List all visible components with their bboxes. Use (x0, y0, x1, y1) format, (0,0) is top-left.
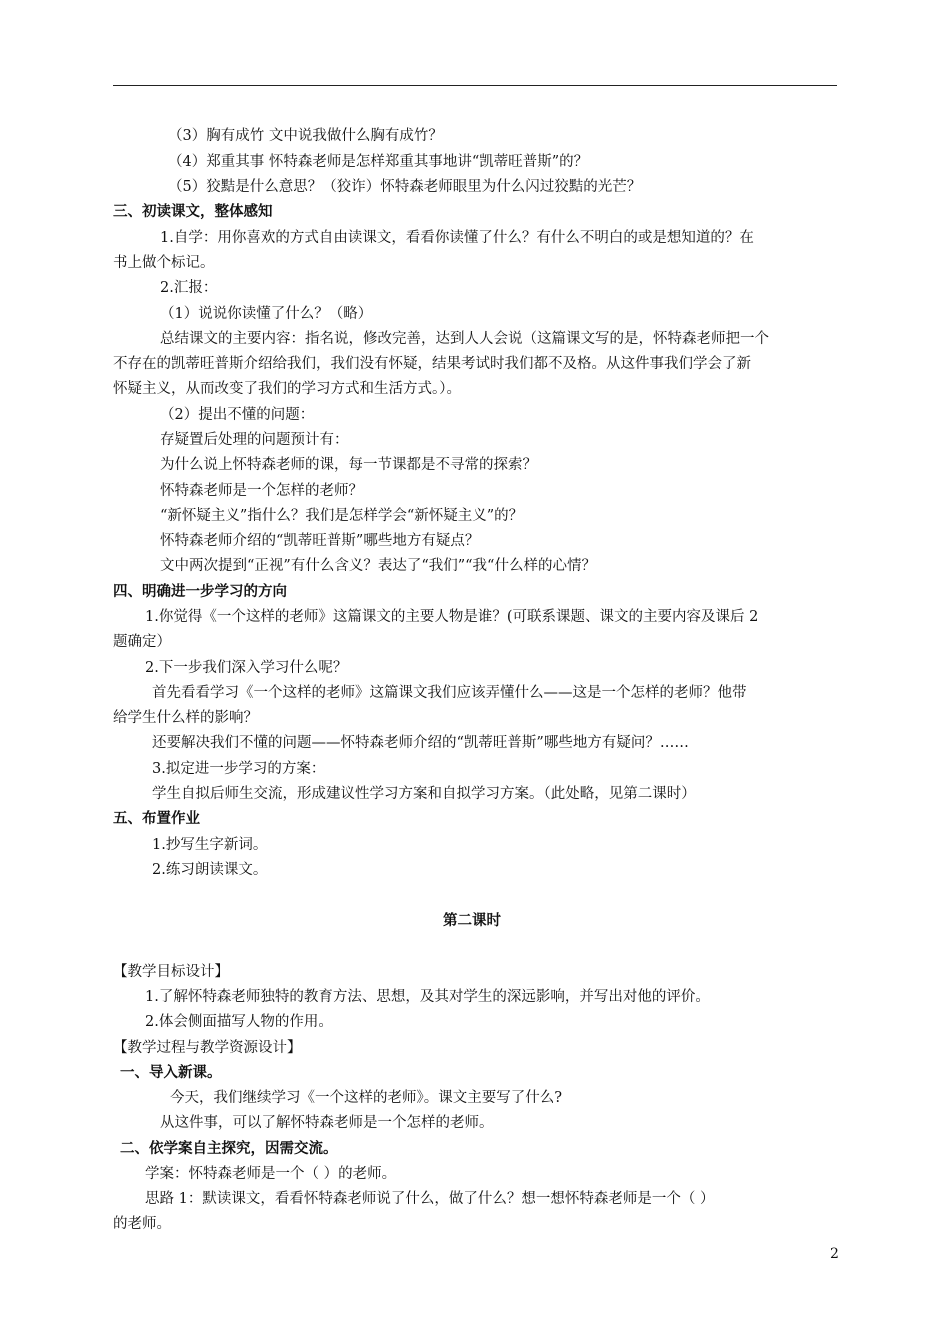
paragraph-line: 从这件事，可以了解怀特森老师是一个怎样的老师。 (160, 1115, 494, 1131)
paragraph-line: （1）说说你读懂了什么？（略） (160, 306, 373, 322)
section-heading-4: 四、明确进一步学习的方向 (113, 583, 287, 600)
paragraph-line: 总结课文的主要内容：指名说，修改完善，达到人人会说（这篇课文写的是，怀特森老师把一个 (160, 331, 769, 347)
question-5: （5）狡黠是什么意思？（狡诈）怀特森老师眼里为什么闪过狡黠的光芒？ (168, 179, 642, 195)
paragraph-line: 2.体会侧面描写人物的作用。 (145, 1014, 333, 1030)
paragraph-line: 给学生什么样的影响？ (113, 710, 258, 726)
paragraph-line: （2）提出不懂的问题： (160, 407, 315, 423)
paragraph-line: 3.拟定进一步学习的方案： (152, 761, 326, 777)
paragraph-line: 2.下一步我们深入学习什么呢？ (145, 660, 348, 676)
paragraph-line: 文中两次提到“正视”有什么含义？表达了“我们”“我“什么样的心情？ (160, 558, 596, 574)
paragraph-line: 书上做个标记。 (113, 255, 215, 271)
paragraph-line: 怀特森老师介绍的“凯蒂旺普斯”哪些地方有疑点？ (160, 533, 480, 549)
paragraph-line: 还要解决我们不懂的问题——怀特森老师介绍的“凯蒂旺普斯”哪些地方有疑问？…… (152, 735, 689, 751)
section-heading-3: 三、初读课文，整体感知 (113, 203, 273, 220)
section-heading-2: 二、依学案自主探究，因需交流。 (120, 1140, 338, 1157)
paragraph-line: 首先看看学习《一个这样的老师》这篇课文我们应该弄懂什么——这是一个怎样的老师？他带 (152, 685, 747, 701)
paragraph-line: 不存在的凯蒂旺普斯介绍给我们，我们没有怀疑，结果考试时我们都不及格。从这件事我们学会了新 (113, 356, 751, 372)
header-rule (113, 85, 837, 86)
paragraph-line: 怀特森老师是一个怎样的老师？ (160, 483, 363, 499)
question-3: （3）胸有成竹 文中说我做什么胸有成竹？ (168, 128, 443, 144)
paragraph-line: 1.了解怀特森老师独特的教育方法、思想，及其对学生的深远影响，并写出对他的评价。 (145, 989, 710, 1005)
question-4: （4）郑重其事 怀特森老师是怎样郑重其事地讲“凯蒂旺普斯”的？ (168, 154, 589, 170)
section-heading-5: 五、布置作业 (113, 810, 200, 827)
paragraph-line: 怀疑主义，从而改变了我们的学习方式和生活方式。）。 (113, 381, 461, 397)
paragraph-line: 存疑置后处理的问题预计有： (160, 432, 349, 448)
paragraph-line: 今天，我们继续学习《一个这样的老师》。课文主要写了什么? (170, 1090, 563, 1106)
paragraph-line: 题确定） (113, 634, 171, 650)
paragraph-line: 2.汇报： (160, 280, 218, 296)
section-heading-1: 一、导入新课。 (120, 1064, 222, 1081)
page-number: 2 (830, 1246, 839, 1262)
paragraph-line: 为什么说上怀特森老师的课，每一节课都是不寻常的探索？ (160, 457, 537, 473)
paragraph-line: 2.练习朗读课文。 (152, 862, 268, 878)
paragraph-line: 学案：怀特森老师是一个（ ）的老师。 (145, 1166, 397, 1182)
paragraph-line: 学生自拟后师生交流，形成建议性学习方案和自拟学习方案。（此处略，见第二课时） (152, 786, 696, 802)
paragraph-line: 1.自学：用你喜欢的方式自由读课文，看看你读懂了什么？有什么不明白的或是想知道的？在 (160, 230, 754, 246)
lesson-title: 第二课时 (443, 912, 501, 929)
subsection-heading: 【教学目标设计】 (113, 964, 229, 980)
paragraph-line: 思路 1：默读课文，看看怀特森老师说了什么，做了什么？想一想怀特森老师是一个（ ） (145, 1191, 715, 1207)
paragraph-line: 1.你觉得《一个这样的老师》这篇课文的主要人物是谁？(可联系课题、课文的主要内容及课后 2 (145, 609, 759, 625)
paragraph-line: “新怀疑主义”指什么？我们是怎样学会“新怀疑主义”的？ (160, 508, 524, 524)
paragraph-line: 1.抄写生字新词。 (152, 837, 268, 853)
subsection-heading: 【教学过程与教学资源设计】 (113, 1040, 302, 1056)
paragraph-line: 的老师。 (113, 1216, 171, 1232)
